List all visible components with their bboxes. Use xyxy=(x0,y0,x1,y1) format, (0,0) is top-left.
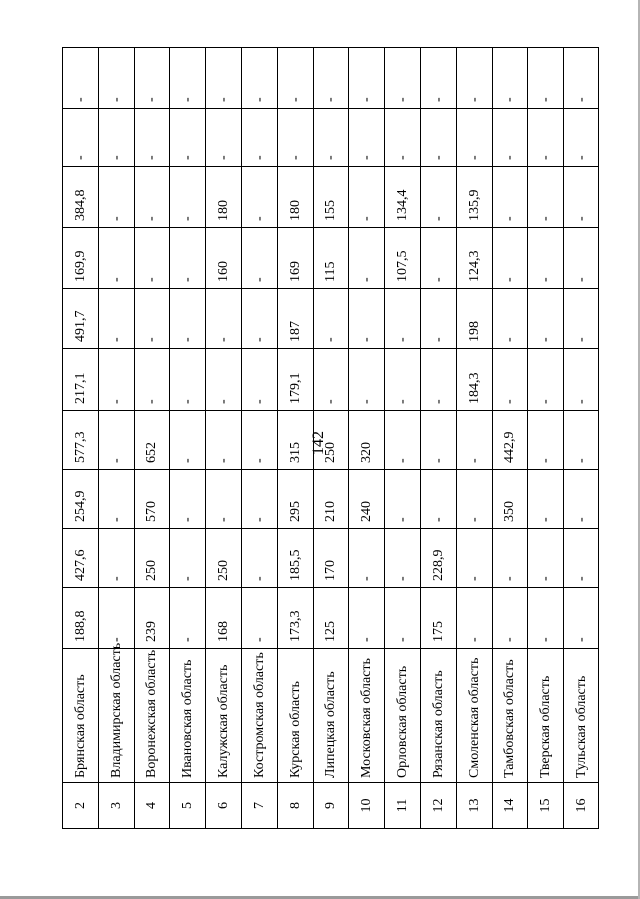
value-cell: 125 xyxy=(313,588,349,649)
value-cell: - xyxy=(313,109,349,167)
value-cell: - xyxy=(564,470,599,529)
value-cell: 239 xyxy=(134,588,170,649)
value-cell: 254,9 xyxy=(63,470,99,529)
value-cell: - xyxy=(492,289,528,349)
value-cell: 160 xyxy=(206,228,242,289)
value-cell: - xyxy=(385,48,421,109)
value-cell: 442,9 xyxy=(492,411,528,470)
value-cell: - xyxy=(349,228,385,289)
value-cell: 240 xyxy=(349,470,385,529)
row-number-cell: 12 xyxy=(420,783,456,829)
table-row xyxy=(241,48,277,829)
value-cell: 427,6 xyxy=(63,529,99,588)
table-row xyxy=(63,48,99,829)
region-name-cell: Тверская область xyxy=(528,649,564,783)
table-row xyxy=(528,48,564,829)
value-cell: - xyxy=(349,349,385,411)
value-cell: - xyxy=(564,588,599,649)
value-cell: - xyxy=(528,167,564,228)
value-cell: 320 xyxy=(349,411,385,470)
value-cell: - xyxy=(241,289,277,349)
value-cell: - xyxy=(349,588,385,649)
value-cell: - xyxy=(241,349,277,411)
row-number-cell: 5 xyxy=(170,783,206,829)
value-cell: - xyxy=(206,411,242,470)
region-name-cell: Рязанская область xyxy=(420,649,456,783)
value-cell: - xyxy=(420,167,456,228)
value-cell: - xyxy=(492,109,528,167)
row-number-cell: 2 xyxy=(63,783,99,829)
value-cell: - xyxy=(528,228,564,289)
table-row xyxy=(98,48,134,829)
row-number-cell: 9 xyxy=(313,783,349,829)
table-body xyxy=(63,48,599,829)
value-cell: - xyxy=(564,529,599,588)
value-cell: 180 xyxy=(206,167,242,228)
value-cell: 228,9 xyxy=(420,529,456,588)
value-cell: - xyxy=(456,588,492,649)
value-cell: - xyxy=(528,289,564,349)
value-cell: - xyxy=(420,411,456,470)
region-name-cell: Курская область xyxy=(277,649,313,783)
table-container xyxy=(62,48,599,829)
value-cell: - xyxy=(98,411,134,470)
value-cell: - xyxy=(420,470,456,529)
value-cell: - xyxy=(241,588,277,649)
value-cell: - xyxy=(98,48,134,109)
table-row xyxy=(420,48,456,829)
value-cell: - xyxy=(63,48,99,109)
value-cell: - xyxy=(134,109,170,167)
value-cell: - xyxy=(98,588,134,649)
value-cell: - xyxy=(170,289,206,349)
value-cell: 187 xyxy=(277,289,313,349)
row-number-cell: 14 xyxy=(492,783,528,829)
value-cell: - xyxy=(170,588,206,649)
value-cell: - xyxy=(170,167,206,228)
value-cell: - xyxy=(170,470,206,529)
value-cell: - xyxy=(492,167,528,228)
value-cell: - xyxy=(385,109,421,167)
value-cell: - xyxy=(134,167,170,228)
page-number: 142 xyxy=(310,431,327,455)
table-row xyxy=(170,48,206,829)
value-cell: 188,8 xyxy=(63,588,99,649)
value-cell: 180 xyxy=(277,167,313,228)
value-cell: 173,3 xyxy=(277,588,313,649)
region-name-cell: Владимирская область xyxy=(98,649,134,783)
value-cell: 198 xyxy=(456,289,492,349)
value-cell: - xyxy=(170,109,206,167)
value-cell: 295 xyxy=(277,470,313,529)
value-cell: 250 xyxy=(313,411,349,470)
value-cell: 577,3 xyxy=(63,411,99,470)
value-cell: - xyxy=(313,48,349,109)
region-name-cell: Смоленская область xyxy=(456,649,492,783)
value-cell: - xyxy=(528,588,564,649)
value-cell: - xyxy=(492,48,528,109)
value-cell: - xyxy=(98,289,134,349)
value-cell: - xyxy=(170,411,206,470)
value-cell: - xyxy=(241,411,277,470)
value-cell: - xyxy=(241,529,277,588)
value-cell: - xyxy=(170,529,206,588)
region-name-cell: Брянская область xyxy=(63,649,99,783)
price-table xyxy=(62,47,599,829)
value-cell: 168 xyxy=(206,588,242,649)
value-cell: 250 xyxy=(206,529,242,588)
table-row xyxy=(313,48,349,829)
value-cell: - xyxy=(564,48,599,109)
value-cell: - xyxy=(98,529,134,588)
value-cell: 115 xyxy=(313,228,349,289)
value-cell: 170 xyxy=(313,529,349,588)
value-cell: - xyxy=(277,48,313,109)
value-cell: - xyxy=(564,411,599,470)
value-cell: - xyxy=(528,349,564,411)
value-cell: - xyxy=(492,228,528,289)
value-cell: 652 xyxy=(134,411,170,470)
value-cell: - xyxy=(134,349,170,411)
value-cell: 134,4 xyxy=(385,167,421,228)
value-cell: - xyxy=(241,167,277,228)
value-cell: 570 xyxy=(134,470,170,529)
value-cell: 350 xyxy=(492,470,528,529)
value-cell: - xyxy=(206,349,242,411)
region-name-cell: Тульская область xyxy=(564,649,599,783)
value-cell: - xyxy=(241,228,277,289)
value-cell: 315 xyxy=(277,411,313,470)
region-name-cell: Орловская область xyxy=(385,649,421,783)
row-number-cell: 3 xyxy=(98,783,134,829)
value-cell: - xyxy=(420,48,456,109)
value-cell: 169,9 xyxy=(63,228,99,289)
value-cell: - xyxy=(241,48,277,109)
value-cell: - xyxy=(385,470,421,529)
value-cell: 384,8 xyxy=(63,167,99,228)
value-cell: - xyxy=(564,109,599,167)
value-cell: - xyxy=(98,228,134,289)
value-cell: 210 xyxy=(313,470,349,529)
value-cell: 179,1 xyxy=(277,349,313,411)
value-cell: - xyxy=(456,529,492,588)
region-name-cell: Московская область xyxy=(349,649,385,783)
value-cell: 175 xyxy=(420,588,456,649)
value-cell: - xyxy=(134,228,170,289)
value-cell: - xyxy=(420,289,456,349)
row-number-cell: 8 xyxy=(277,783,313,829)
value-cell: 107,5 xyxy=(385,228,421,289)
table-row xyxy=(134,48,170,829)
row-number-cell: 11 xyxy=(385,783,421,829)
value-cell: - xyxy=(528,529,564,588)
value-cell: - xyxy=(385,411,421,470)
value-cell: - xyxy=(349,109,385,167)
value-cell: - xyxy=(241,470,277,529)
value-cell: - xyxy=(456,470,492,529)
value-cell: - xyxy=(456,48,492,109)
value-cell: 169 xyxy=(277,228,313,289)
value-cell: - xyxy=(349,289,385,349)
value-cell: - xyxy=(528,48,564,109)
value-cell: 491,7 xyxy=(63,289,99,349)
value-cell: - xyxy=(528,411,564,470)
region-name-cell: Костромская область xyxy=(241,649,277,783)
value-cell: - xyxy=(528,109,564,167)
value-cell: - xyxy=(564,349,599,411)
region-name-cell: Ивановская область xyxy=(170,649,206,783)
row-number-cell: 10 xyxy=(349,783,385,829)
value-cell: 184,3 xyxy=(456,349,492,411)
value-cell: - xyxy=(241,109,277,167)
value-cell: 250 xyxy=(134,529,170,588)
value-cell: - xyxy=(98,470,134,529)
value-cell: 217,1 xyxy=(63,349,99,411)
value-cell: - xyxy=(349,529,385,588)
value-cell: - xyxy=(206,470,242,529)
row-number-cell: 6 xyxy=(206,783,242,829)
value-cell: - xyxy=(420,228,456,289)
value-cell: 155 xyxy=(313,167,349,228)
value-cell: - xyxy=(349,48,385,109)
value-cell: - xyxy=(456,109,492,167)
region-name-cell: Липецкая область xyxy=(313,649,349,783)
value-cell: - xyxy=(349,167,385,228)
region-name-cell: Калужская область xyxy=(206,649,242,783)
value-cell: - xyxy=(134,289,170,349)
value-cell: 124,3 xyxy=(456,228,492,289)
value-cell: - xyxy=(63,109,99,167)
value-cell: - xyxy=(385,588,421,649)
rotated-table-frame xyxy=(62,48,599,829)
table-row xyxy=(349,48,385,829)
table-row xyxy=(206,48,242,829)
value-cell: - xyxy=(420,349,456,411)
row-number-cell: 7 xyxy=(241,783,277,829)
value-cell: - xyxy=(98,349,134,411)
row-number-cell: 15 xyxy=(528,783,564,829)
value-cell: - xyxy=(277,109,313,167)
value-cell: - xyxy=(564,228,599,289)
value-cell: - xyxy=(385,349,421,411)
row-number-cell: 13 xyxy=(456,783,492,829)
value-cell: - xyxy=(170,228,206,289)
region-name-cell: Тамбовская область xyxy=(492,649,528,783)
value-cell: - xyxy=(313,349,349,411)
value-cell: - xyxy=(206,109,242,167)
row-number-cell: 4 xyxy=(134,783,170,829)
value-cell: - xyxy=(492,529,528,588)
value-cell: - xyxy=(134,48,170,109)
value-cell: - xyxy=(385,289,421,349)
value-cell: - xyxy=(564,289,599,349)
value-cell: - xyxy=(170,48,206,109)
value-cell: - xyxy=(528,470,564,529)
table-row xyxy=(456,48,492,829)
value-cell: - xyxy=(492,349,528,411)
region-name-cell: Воронежская область xyxy=(134,649,170,783)
table-row xyxy=(564,48,599,829)
value-cell: - xyxy=(492,588,528,649)
table-row xyxy=(277,48,313,829)
value-cell: 135,9 xyxy=(456,167,492,228)
table-row xyxy=(385,48,421,829)
value-cell: - xyxy=(420,109,456,167)
value-cell: - xyxy=(313,289,349,349)
value-cell: - xyxy=(385,529,421,588)
value-cell: - xyxy=(170,349,206,411)
row-number-cell: 16 xyxy=(564,783,599,829)
table-row xyxy=(492,48,528,829)
value-cell: - xyxy=(564,167,599,228)
value-cell: 185,5 xyxy=(277,529,313,588)
value-cell: - xyxy=(98,109,134,167)
value-cell: - xyxy=(206,48,242,109)
value-cell: - xyxy=(206,289,242,349)
value-cell: - xyxy=(98,167,134,228)
value-cell: - xyxy=(456,411,492,470)
